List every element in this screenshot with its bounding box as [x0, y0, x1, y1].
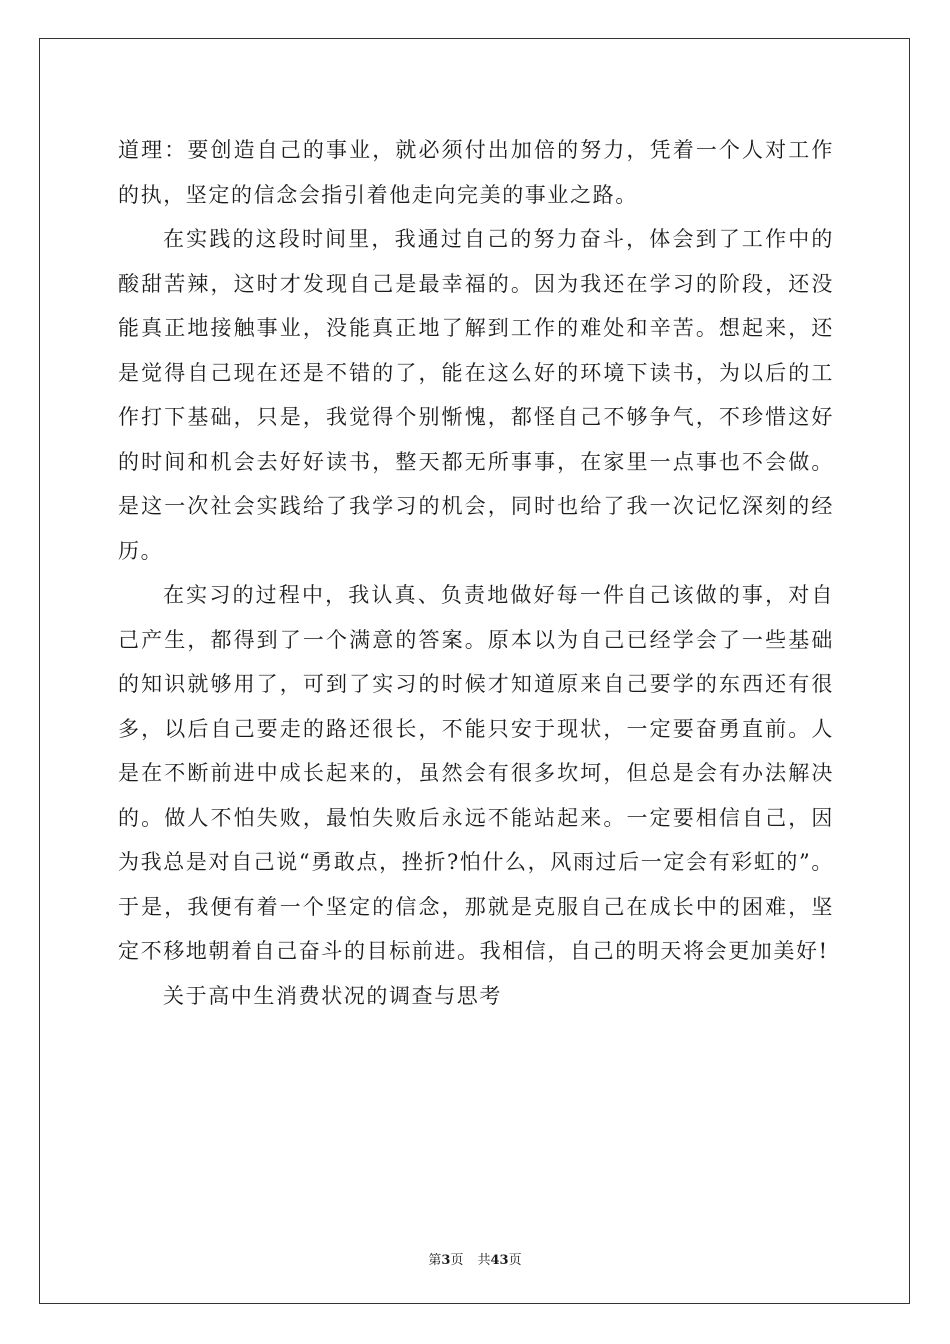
paragraph-3: 在实习的过程中，我认真、负责地做好每一件自己该做的事，对自己产生，都得到了一个满意的答案。原本以为自己已经学会了一些基础的知识就够用了，可到了实习的时候才知道原来自己要学的东西还有很多，以后自己要走的路还很长，不能只安于现状，一定要奋勇直前。人是在不断前进中成长起来的，虽然会有很多坎坷，但总是会有办法解决的。做人不怕失败，最怕失败后永远不能站起来。一定要相信自己，因为我总是对自己说“勇敢点，挫折?怕什么，风雨过后一定会有彩虹的”。于是，我便有着一个坚定的信念，那就是克服自己在成长中的困难，坚定不移地朝着自己奋斗的目标前进。我相信，自己的明天将会更加美好!: [118, 583, 834, 963]
footer-total-prefix: 共: [477, 1253, 491, 1268]
section-heading: 关于高中生消费状况的调查与思考: [163, 983, 502, 1008]
footer-page-suffix: 页: [450, 1253, 464, 1268]
footer-prefix: 第: [428, 1253, 442, 1268]
paragraph-2: 在实践的这段时间里，我通过自己的努力奋斗，体会到了工作中的酸甜苦辣，这时才发现自己是最幸福的。因为我还在学习的阶段，还没能真正地接触事业，没能真正地了解到工作的难处和辛苦。想起来，还是觉得自己现在还是不错的了，能在这么好的环境下读书，为以后的工作打下基础，只是，我觉得个别惭愧，都怪自己不够争气，不珍惜这好的时间和机会去好好读书，整天都无所事事，在家里一点事也不会做。是这一次社会实践给了我学习的机会，同时也给了我一次记忆深刻的经历。: [118, 227, 834, 563]
page-footer: [0, 1249, 950, 1268]
paragraph-1: 道理：要创造自己的事业，就必须付出加倍的努力，凭着一个人对工作的执，坚定的信念会指引着他走向完美的事业之路。: [118, 138, 834, 207]
document-body: [118, 128, 834, 1018]
footer-total-pages: 43: [490, 1253, 509, 1268]
footer-total-suffix: 页: [508, 1253, 522, 1268]
footer-page-number: 3: [441, 1253, 451, 1268]
